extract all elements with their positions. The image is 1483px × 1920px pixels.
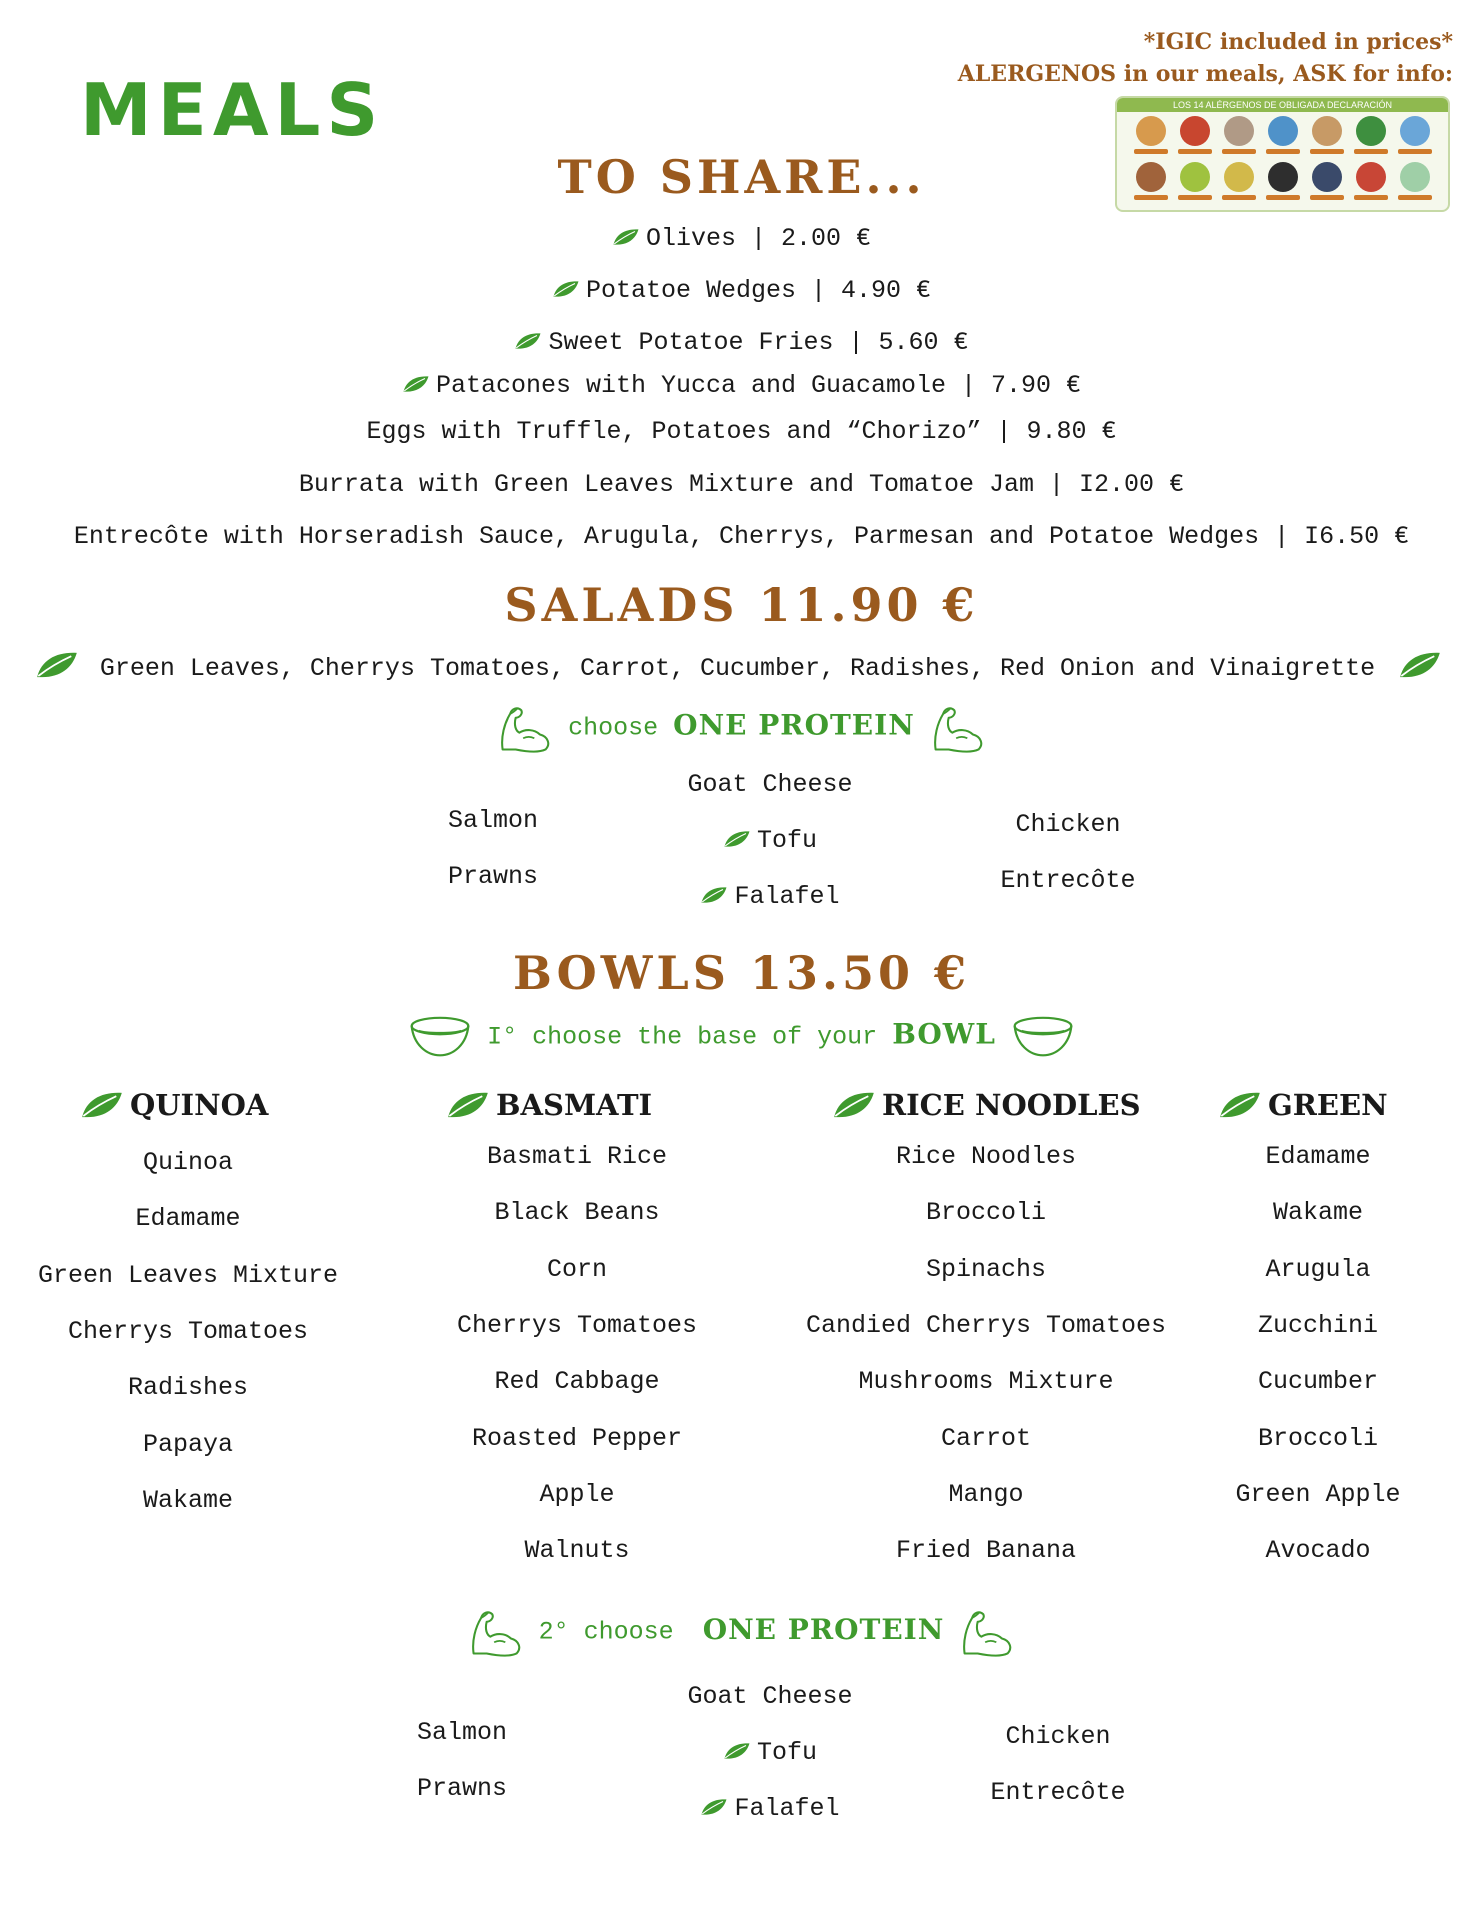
- bowl-ingredient: [796, 1536, 1176, 1565]
- bowl-base-title: [1218, 1088, 1388, 1122]
- bowl-ingredient: [0, 1261, 378, 1290]
- salads-choose-protein: [0, 702, 1483, 754]
- bowl-ingredient: [796, 1311, 1176, 1340]
- leaf-icon: [552, 280, 580, 298]
- bowl-ingredient: [0, 1430, 378, 1459]
- to-share-item-text: Sweet Potatoe Fries | 5.60 €: [548, 328, 969, 357]
- leaf-icon: [514, 332, 542, 350]
- allergen-icon: [1305, 116, 1349, 154]
- bowls-protein-strong: ONE PROTEIN: [702, 1612, 945, 1646]
- salads-choose-strong: ONE PROTEIN: [673, 708, 915, 742]
- salads-title: SALADS 11.90 €: [504, 578, 979, 632]
- bowl-ingredient-text: Fried Banana: [895, 1536, 1077, 1566]
- bowls-choose-protein: [0, 1606, 1483, 1658]
- bowl-ingredient: [1128, 1480, 1483, 1509]
- protein-item-text: Prawns: [416, 1774, 507, 1803]
- allergen-dot: [1180, 116, 1210, 146]
- allergens-note: ALERGENOS in our meals, ASK for info:: [957, 61, 1453, 87]
- bowl-ingredient-text: Wakame: [1272, 1198, 1363, 1228]
- protein-item: [938, 866, 1198, 895]
- leaf-icon: [80, 1090, 124, 1120]
- bowl-ingredient-text: Quinoa: [142, 1148, 233, 1177]
- bowl-ingredient-text: Candied Cherrys Tomatoes: [805, 1310, 1167, 1340]
- leaf-icon: [1218, 1090, 1262, 1120]
- bowl-ingredient-text: Corn: [546, 1254, 607, 1284]
- bowl-ingredient-text: Edamame: [1265, 1142, 1371, 1171]
- protein-item-text: Prawns: [447, 862, 538, 891]
- leaf-icon: [612, 228, 640, 246]
- to-share-item: [0, 276, 1483, 305]
- to-share-item: [0, 371, 1483, 400]
- bowl-ingredient: [1128, 1255, 1483, 1284]
- flexed-arm-icon: [959, 1606, 1015, 1658]
- leaf-icon: [832, 1090, 876, 1120]
- flexed-arm-icon: [930, 702, 986, 754]
- bowl-ingredient-text: Mushrooms Mixture: [858, 1367, 1114, 1397]
- bowls-title: BOWLS 13.50 €: [512, 946, 971, 1000]
- to-share-item-text: Entrecôte with Horseradish Sauce, Arugula, Cherrys, Parmesan and Potatoe Wedges | I6.50 €: [73, 522, 1410, 551]
- protein-item-text: Tofu: [756, 826, 817, 855]
- to-share-item: [0, 522, 1483, 551]
- protein-item-text: Salmon: [447, 806, 538, 835]
- protein-item: [620, 1682, 920, 1711]
- to-share-item-text: Potatoe Wedges | 4.90 €: [585, 276, 932, 305]
- bowl-ingredient: [1128, 1311, 1483, 1340]
- price-notes: [958, 26, 1453, 90]
- bowl-base-title: [446, 1088, 652, 1122]
- bowl-ingredient-text: Rice Noodles: [895, 1142, 1077, 1171]
- bowl-ingredient: [387, 1367, 767, 1396]
- bowl-icon: [408, 1014, 472, 1060]
- bowl-ingredient: [1128, 1536, 1483, 1565]
- protein-item: [620, 826, 920, 855]
- bowl-base-title: [832, 1088, 1141, 1122]
- leaf-icon: [700, 1798, 728, 1816]
- bowl-ingredient-text: Red Cabbage: [494, 1367, 660, 1397]
- bowl-ingredient-text: Broccoli: [1257, 1423, 1379, 1453]
- bowl-ingredient: [387, 1198, 767, 1227]
- allergen-dot: [1268, 116, 1298, 146]
- bowl-ingredient-text: Avocado: [1265, 1536, 1371, 1566]
- bowl-ingredient-text: Arugula: [1265, 1254, 1371, 1284]
- bowl-ingredient-text: Cucumber: [1257, 1367, 1379, 1397]
- allergen-dot: [1312, 116, 1342, 146]
- to-share-item: [0, 328, 1483, 357]
- protein-item: [928, 1778, 1188, 1807]
- leaf-icon: [402, 375, 430, 393]
- to-share-title: TO SHARE...: [557, 150, 926, 204]
- protein-item-text: Goat Cheese: [687, 1682, 853, 1711]
- protein-item-text: Falafel: [734, 1794, 840, 1823]
- bowls-choose-prefix: I° choose the base of your: [487, 1022, 878, 1052]
- to-share-item-text: Burrata with Green Leaves Mixture and Tomatoe Jam | I2.00 €: [298, 470, 1185, 499]
- bowl-ingredient-text: Green Leaves Mixture: [37, 1260, 339, 1290]
- protein-item-text: Goat Cheese: [687, 770, 853, 799]
- bowl-ingredient: [0, 1148, 378, 1177]
- bowl-ingredient: [1128, 1367, 1483, 1396]
- bowl-ingredient-text: Mango: [948, 1479, 1024, 1509]
- bowl-ingredient-text: Apple: [539, 1479, 615, 1509]
- bowl-ingredient-text: Spinachs: [925, 1254, 1047, 1284]
- protein-item: [620, 1738, 920, 1767]
- bowls-choose-strong: BOWL: [892, 1017, 996, 1051]
- leaf-icon: [35, 650, 79, 680]
- to-share-item: [0, 417, 1483, 446]
- bowl-ingredient: [796, 1142, 1176, 1171]
- bowl-ingredient-text: Papaya: [142, 1429, 233, 1459]
- allergen-icon: [1217, 116, 1261, 154]
- bowl-ingredient-text: Roasted Pepper: [471, 1423, 683, 1453]
- bowl-ingredient: [387, 1480, 767, 1509]
- bowl-ingredient: [796, 1255, 1176, 1284]
- bowl-ingredient: [796, 1480, 1176, 1509]
- igic-note: *IGIC included in prices*: [1143, 29, 1453, 55]
- protein-item: [620, 770, 920, 799]
- allergen-icon: [1129, 116, 1173, 154]
- bowl-ingredient: [1128, 1424, 1483, 1453]
- bowl-base-name: RICE NOODLES: [882, 1088, 1141, 1122]
- bowl-base-title: [80, 1088, 268, 1122]
- allergen-icon: [1173, 116, 1217, 154]
- protein-item-text: Tofu: [756, 1738, 817, 1767]
- protein-item: [620, 1794, 920, 1823]
- to-share-item: [0, 224, 1483, 253]
- bowl-ingredient: [0, 1204, 378, 1233]
- bowl-base-name: BASMATI: [496, 1088, 653, 1122]
- protein-item: [342, 1774, 582, 1803]
- bowl-base-name: GREEN: [1268, 1088, 1388, 1122]
- bowl-ingredient-text: Radishes: [127, 1373, 249, 1403]
- protein-item: [373, 806, 613, 835]
- bowl-base-name: QUINOA: [130, 1088, 269, 1122]
- bowl-ingredient: [387, 1536, 767, 1565]
- bowl-ingredient-text: Zucchini: [1257, 1310, 1379, 1340]
- allergen-icon: [1393, 116, 1437, 154]
- bowls-protein-prefix: 2° choose: [538, 1617, 674, 1647]
- bowl-ingredient-text: Cherrys Tomatoes: [67, 1316, 309, 1346]
- to-share-item-text: Patacones with Yucca and Guacamole | 7.90 €: [435, 371, 1082, 400]
- protein-item-text: Entrecôte: [990, 1778, 1126, 1807]
- allergens-chart-title: LOS 14 ALÉRGENOS DE OBLIGADA DECLARACIÓN: [1117, 98, 1448, 112]
- flexed-arm-icon: [497, 702, 553, 754]
- bowls-choose-base: [0, 1014, 1483, 1060]
- bowl-ingredient-text: Edamame: [135, 1204, 241, 1234]
- to-share-item: [0, 470, 1483, 499]
- to-share-item-text: Olives | 2.00 €: [645, 224, 872, 253]
- protein-item: [373, 862, 613, 891]
- allergen-icon: [1261, 116, 1305, 154]
- to-share-item-text: Eggs with Truffle, Potatoes and “Chorizo” | 9.80 €: [366, 417, 1117, 446]
- bowl-ingredient-text: Carrot: [940, 1423, 1031, 1453]
- salads-description-row: [0, 650, 1483, 683]
- bowl-ingredient: [0, 1373, 378, 1402]
- bowl-ingredient: [0, 1486, 378, 1515]
- leaf-icon: [446, 1090, 490, 1120]
- salads-choose-prefix: choose: [568, 713, 659, 743]
- bowl-ingredient-text: Broccoli: [925, 1198, 1047, 1228]
- protein-item-text: Falafel: [734, 882, 840, 911]
- bowl-ingredient-text: Basmati Rice: [486, 1142, 668, 1171]
- bowl-ingredient: [1128, 1142, 1483, 1171]
- bowl-ingredient: [796, 1424, 1176, 1453]
- bowl-ingredient-text: Green Apple: [1235, 1479, 1401, 1509]
- protein-item-text: Chicken: [1005, 1722, 1111, 1751]
- allergen-dot: [1400, 116, 1430, 146]
- bowl-ingredient: [0, 1317, 378, 1346]
- allergen-dot: [1224, 116, 1254, 146]
- protein-item-text: Entrecôte: [1000, 866, 1136, 895]
- bowl-ingredient: [796, 1367, 1176, 1396]
- bowl-ingredient-text: Walnuts: [524, 1536, 630, 1566]
- leaf-icon: [723, 830, 751, 848]
- allergen-dot: [1356, 116, 1386, 146]
- bowl-ingredient: [796, 1198, 1176, 1227]
- bowl-ingredient: [387, 1142, 767, 1171]
- bowl-ingredient: [387, 1255, 767, 1284]
- protein-item-text: Salmon: [416, 1718, 507, 1747]
- salads-description: Green Leaves, Cherrys Tomatoes, Carrot, Cucumber, Radishes, Red Onion and Vinaigrette: [99, 654, 1376, 683]
- page-title: MEALS: [80, 68, 385, 152]
- bowl-ingredient: [387, 1311, 767, 1340]
- allergen-icon: [1349, 116, 1393, 154]
- flexed-arm-icon: [468, 1606, 524, 1658]
- bowl-ingredient: [387, 1424, 767, 1453]
- protein-item: [938, 810, 1198, 839]
- leaf-icon: [1398, 650, 1442, 680]
- protein-item: [342, 1718, 582, 1747]
- protein-item: [928, 1722, 1188, 1751]
- bowl-ingredient-text: Cherrys Tomatoes: [456, 1310, 698, 1340]
- bowl-ingredient-text: Black Beans: [494, 1198, 660, 1228]
- protein-item-text: Chicken: [1015, 810, 1121, 839]
- leaf-icon: [700, 886, 728, 904]
- leaf-icon: [723, 1742, 751, 1760]
- bowl-ingredient: [1128, 1198, 1483, 1227]
- allergen-dot: [1136, 116, 1166, 146]
- bowl-ingredient-text: Wakame: [142, 1485, 233, 1515]
- bowl-icon: [1011, 1014, 1075, 1060]
- protein-item: [620, 882, 920, 911]
